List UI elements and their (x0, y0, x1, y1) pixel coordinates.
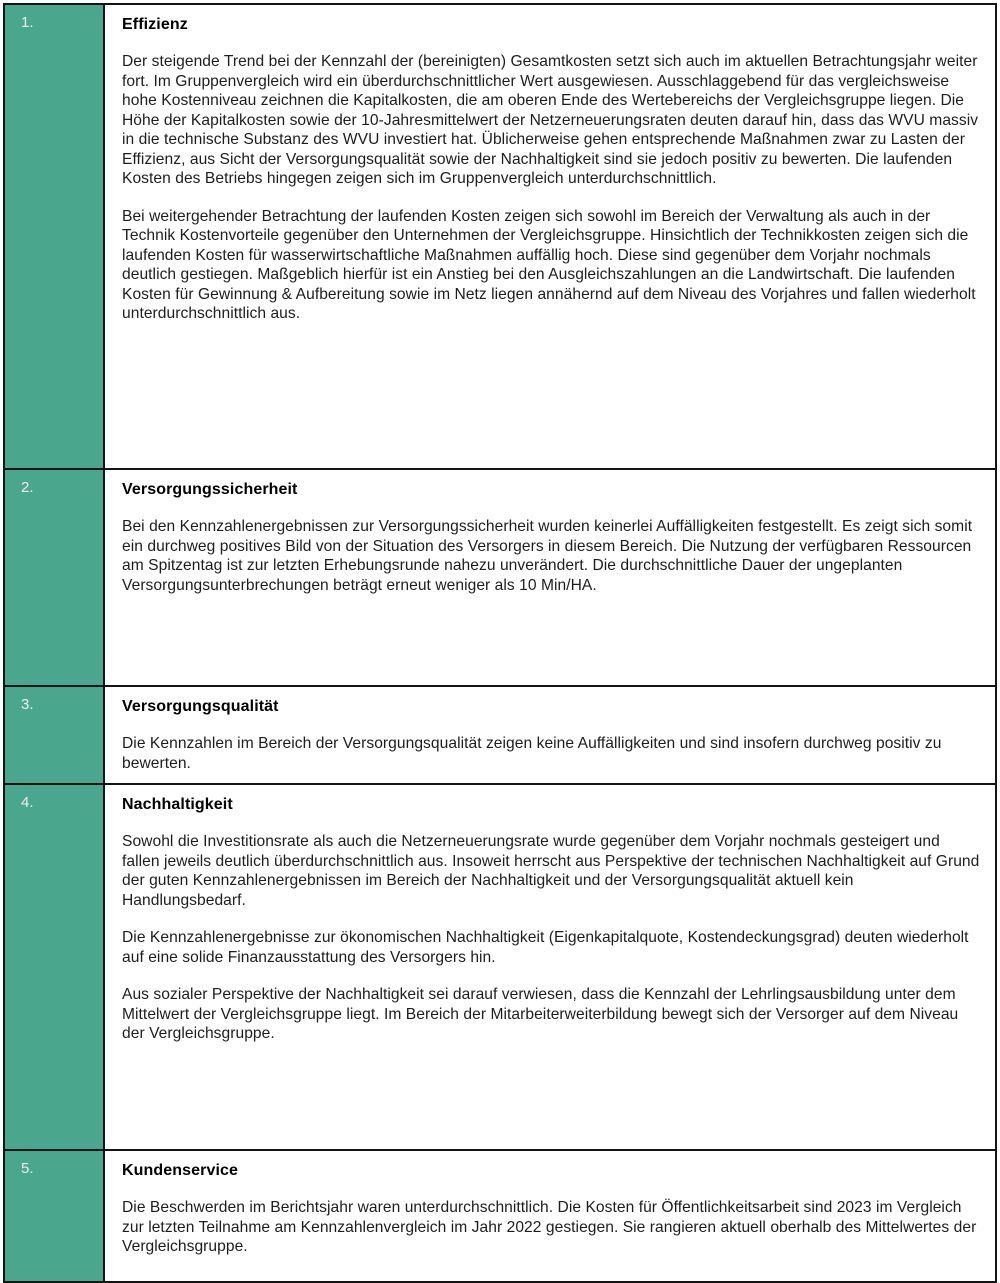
table-row-versorgungsqualitaet (5, 685, 995, 783)
section-paragraph: Sowohl die Investitionsrate als auch die Netzerneuerungsrate wurde gegenüber dem Vorjahr nochmals gesteigert und fallen jeweils deutlich überdurchschnittlich aus. Insoweit herrscht aus Perspektive der technischen Nachhaltigkeit auf Grund der guten Kennzahlenergebnissen im Bereich der Nachhaltigkeit und der Versorgungsqualität aktuell kein Handlungsbedarf. (122, 833, 980, 909)
table-row-versorgungssicherheit (5, 468, 995, 685)
section-title: Nachhaltigkeit (122, 796, 233, 813)
section-paragraph: Die Beschwerden im Berichtsjahr waren unterdurchschnittlich. Die Kosten für Öffentlichkeitsarbeit sind 2023 im Vergleich zur letzten Teilnahme am Kennzahlenvergleich im Jahr 2022 gestiegen. Sie rangieren aktuell oberhalb des Mittelwertes der Vergleichsgruppe. (122, 1199, 977, 1255)
section-title: Versorgungssicherheit (122, 481, 298, 498)
section-content (105, 5, 995, 468)
section-number: 4. (5, 785, 105, 1149)
section-paragraph: Die Kennzahlenergebnisse zur ökonomischen Nachhaltigkeit (Eigenkapitalquote, Kostendeckungsgrad) deuten wiederholt auf eine solide Finanzausstattung des Versorgers hin. (122, 929, 969, 966)
section-paragraph: Bei weitergehender Betrachtung der laufenden Kosten zeigen sich sowohl im Bereich der Verwaltung als auch in der Technik Kostenvorteile gegenüber den Unternehmen der Vergleichsgruppe. Hinsichtlich der Technikkosten zeigen sich die laufenden Kosten für wasserwirtschaftliche Maßnahmen auffällig hoch. Diese sind gegenüber dem Vorjahr nochmals deutlich gestiegen. Maßgeblich hierfür ist ein Anstieg bei den Ausgleichszahlungen an die Landwirtschaft. Die laufenden Kosten für Gewinnung & Aufbereitung sowie im Netz liegen annähernd auf dem Niveau des Vorjahres und fallen wiederholt unterdurchschnittlich aus. (122, 207, 976, 322)
section-number: 3. (5, 687, 105, 783)
section-title: Versorgungsqualität (122, 698, 279, 715)
section-content (105, 687, 995, 783)
section-title: Kundenservice (122, 1162, 239, 1179)
section-paragraph: Bei den Kennzahlenergebnissen zur Versorgungssicherheit wurden keinerlei Auffälligkeiten festgestellt. Es zeigt sich somit ein durchweg positives Bild von der Situation des Versorgers in diesem Bereich. Die Nutzung der verfügbaren Ressourcen am Spitzentag ist zur letzten Erhebungsrunde nahezu unverändert. Die durchschnittliche Dauer der ungeplanten Versorgungsunterbrechungen beträgt erneut weniger als 10 Min/HA. (122, 518, 973, 594)
section-number: 2. (5, 470, 105, 685)
assessment-table (3, 3, 997, 1283)
section-content (105, 1151, 995, 1281)
section-number: 1. (5, 5, 105, 468)
table-row-effizienz (5, 5, 995, 468)
section-number: 5. (5, 1151, 105, 1281)
section-paragraph: Aus sozialer Perspektive der Nachhaltigkeit sei darauf verwiesen, dass die Kennzahl der Lehrlingsausbildung unter dem Mittelwert der Vergleichsgruppe liegt. Im Bereich der Mitarbeiterweiterbildung bewegt sich der Versorger auf dem Niveau der Vergleichsgruppe. (122, 986, 959, 1042)
section-content (105, 785, 995, 1149)
table-row-kundenservice (5, 1149, 995, 1281)
section-content (105, 470, 995, 685)
table-row-nachhaltigkeit (5, 783, 995, 1149)
section-title: Effizienz (122, 16, 188, 33)
section-paragraph: Die Kennzahlen im Bereich der Versorgungsqualität zeigen keine Auffälligkeiten und sind insofern durchweg positiv zu bewerten. (122, 735, 942, 772)
section-paragraph: Der steigende Trend bei der Kennzahl der (bereinigten) Gesamtkosten setzt sich auch im aktuellen Betrachtungsjahr weiter fort. Im Gruppenvergleich wird ein überdurchschnittlicher Wert ausgewiesen. Ausschlaggebend für das vergleichsweise hohe Kostenniveau zeichnen die Kapitalkosten, die am oberen Ende des Wertebereichs der Vergleichsgruppe liegen. Die Höhe der Kapitalkosten sowie der 10-Jahresmittelwert der Netzerneuerungsraten deuten darauf hin, dass das WVU massiv in die technische Substanz des WVU investiert hat. Üblicherweise gehen entsprechende Maßnahmen zwar zu Lasten der Effizienz, aus Sicht der Versorgungsqualität sowie der Nachhaltigkeit sind sie jedoch positiv zu bewerten. Die laufenden Kosten des Betriebs hingegen zeigen sich im Gruppenvergleich unterdurchschnittlich. (122, 53, 979, 187)
